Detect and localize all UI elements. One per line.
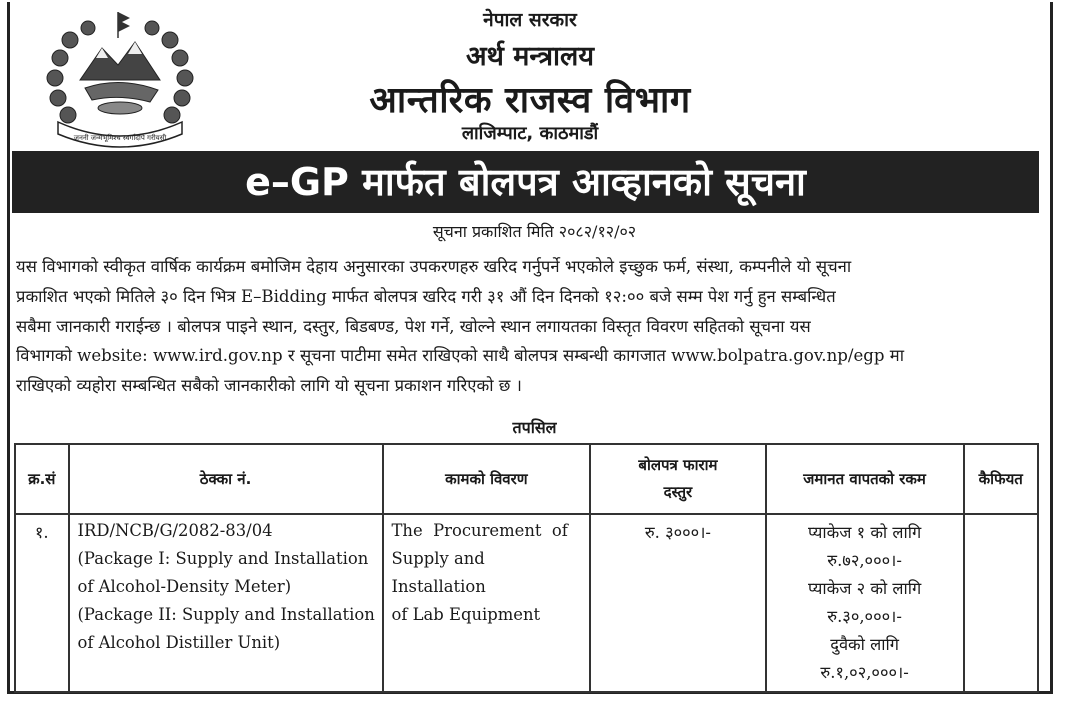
row-form-fee: रु. ३०००।- <box>590 514 765 692</box>
schedule-title: तपसिल <box>512 418 557 437</box>
notice-line: सबैमा जानकारी गराईन्छ । बोलपत्र पाइने स्थान, दस्तुर, बिडबण्ड, पेश गर्ने, खोल्ने स्थान लगायतका विस्तृत विवरण सहितको सूचना यस <box>16 316 811 336</box>
col-contract-no: ठेक्का नं. <box>69 444 383 514</box>
notice-line: प्रकाशित भएको मितिले ३० दिन भित्र E–Bidding मार्फत बोलपत्र खरिद गरी ३१ औं दिन दिनको १२:०० बजे सम्म पेश गर्नु हुन सम्बन्धित <box>16 286 836 306</box>
col-serial: क्र.सं <box>15 444 69 514</box>
schedule-table <box>14 443 1039 693</box>
row-remarks <box>964 514 1038 692</box>
notice-line: विभागको website: www.ird.gov.np र सूचना पाटीमा समेत राखिएको साथै बोलपत्र सम्बन्धी कागजात www.bolpatra.gov.np/egp मा <box>16 346 905 366</box>
notice-line: राखिएको व्यहोरा सम्बन्धित सबैको जानकारीको लागि यो सूचना प्रकाशन गरिएको छ । <box>16 376 522 396</box>
government-name: नेपाल सरकार <box>483 9 577 31</box>
row-serial: १. <box>15 514 69 692</box>
table-row <box>15 514 1038 692</box>
col-form-fee: बोलपत्र फाराम दस्तुर <box>590 444 765 514</box>
row-bid-security: प्याकेज १ को लागि रु.७२,०००।- प्याकेज २ को लागि रु.३०,०००।- दुवैको लागि रु.१,०२,०००।- <box>766 514 964 692</box>
nepal-emblem-icon <box>40 10 200 150</box>
published-date: सूचना प्रकाशित मिति २०८२/१२/०२ <box>432 222 637 241</box>
notice-line: यस विभागको स्वीकृत वार्षिक कार्यक्रम बमोजिम देहाय अनुसारका उपकरणहरु खरिद गर्नुपर्ने भएकोले इच्छुक फर्म, संस्था, कम्पनीले यो सूचना <box>16 257 852 276</box>
row-contract-no: IRD/NCB/G/2082-83/04 (Package I: Supply and Installation of Alcohol-Density Meter) (Package II: Supply and Installation of Alcohol Distiller Unit) <box>69 514 383 692</box>
col-remarks: कैफियत <box>964 444 1038 514</box>
header <box>0 0 1069 150</box>
notice-body <box>16 252 1038 401</box>
col-description: कामको विवरण <box>383 444 591 514</box>
row-description: The Procurement of Supply and Installation of Lab Equipment <box>383 514 591 692</box>
notice-title-banner: e–GP मार्फत बोलपत्र आव्हानको सूचना <box>12 151 1039 213</box>
col-bid-security: जमानत वापतको रकम <box>766 444 964 514</box>
svg-text:जननी जन्मभूमिश्च स्वर्गादपि गर: जननी जन्मभूमिश्च स्वर्गादपि गरीयसी <box>73 134 167 142</box>
department-name: आन्तरिक राजस्व विभाग <box>369 80 691 121</box>
ministry-name: अर्थ मन्त्रालय <box>465 41 595 72</box>
office-address: लाजिम्पाट, काठमाडौं <box>461 123 599 144</box>
table-header-row <box>15 444 1038 514</box>
